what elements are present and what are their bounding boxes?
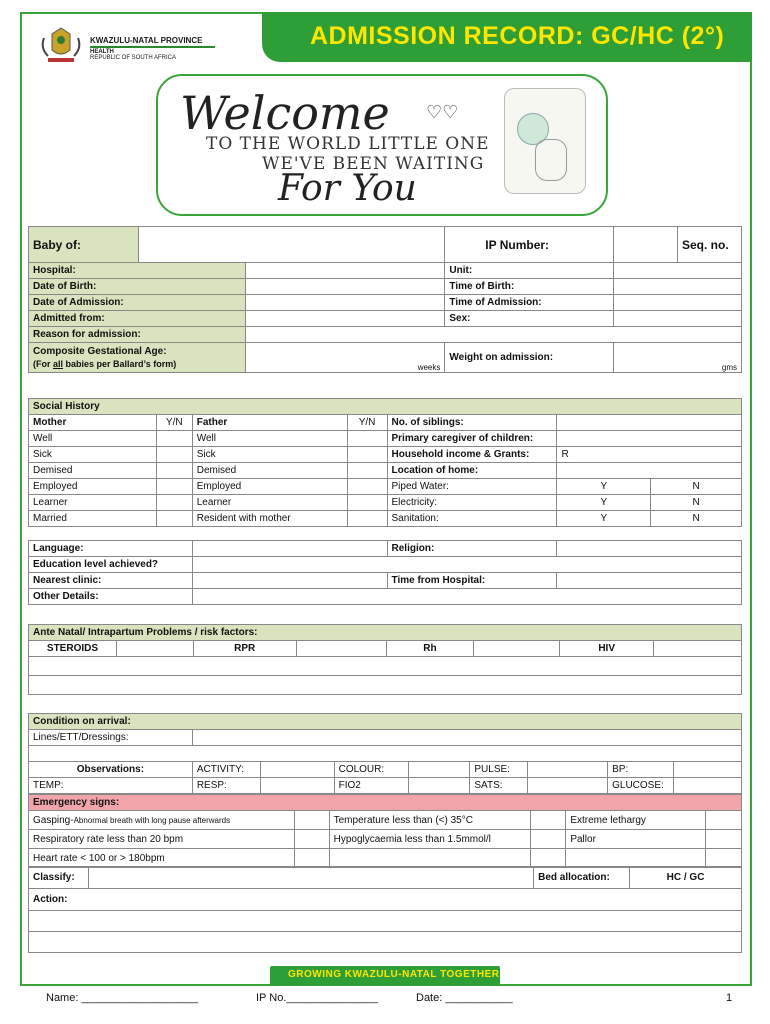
mother-well: Well (29, 431, 157, 447)
father-yn-header: Y/N (347, 415, 387, 431)
classify-label: Classify: (29, 867, 89, 889)
observations-label: Observations: (29, 762, 193, 778)
footer-name[interactable]: Name: ___________________ (46, 992, 198, 1004)
electricity-label: Electricity: (387, 495, 557, 511)
rpr-label: RPR (193, 641, 296, 657)
country-name: REPUBLIC OF SOUTH AFRICA (90, 55, 177, 61)
hospital-label: Hospital: (29, 263, 246, 279)
page-number: 1 (726, 992, 733, 1004)
department-name: HEALTH (90, 49, 114, 55)
language-label: Language: (29, 541, 193, 557)
steroids-label: STEROIDS (29, 641, 117, 657)
father-well: Well (192, 431, 347, 447)
admission-details-table (28, 262, 742, 373)
ip-number-label: IP Number: (445, 227, 614, 263)
hc-gc-option[interactable]: HC / GC (630, 867, 742, 889)
welcome-line-4: For You (278, 168, 417, 209)
footer-date[interactable]: Date: ___________ (416, 992, 513, 1004)
father-header: Father (192, 415, 347, 431)
bp-label: BP: (608, 762, 674, 778)
hearts-icon: ♡♡ (426, 102, 459, 122)
cga-field[interactable] (245, 343, 445, 373)
mother-demised: Demised (29, 463, 157, 479)
sex-field[interactable] (614, 311, 742, 327)
location-label: Location of home: (387, 463, 557, 479)
electricity-no[interactable]: N (651, 495, 742, 511)
dob-label: Date of Birth: (29, 279, 246, 295)
mother-married: Married (29, 511, 157, 527)
piped-yes[interactable]: Y (557, 479, 651, 495)
colour-label: COLOUR: (334, 762, 408, 778)
seq-no-label: Seq. no. (678, 227, 742, 263)
piped-no[interactable]: N (651, 479, 742, 495)
sanitation-yes[interactable]: Y (557, 511, 651, 527)
temperature-label: Temperature less than (<) 35°C (329, 811, 531, 830)
emergency-signs-table (28, 794, 742, 868)
province-name: KWAZULU-NATAL PROVINCE (90, 36, 203, 45)
income-label: Household income & Grants: (387, 447, 557, 463)
toa-label: Time of Admission: (445, 295, 614, 311)
pulse-label: PULSE: (470, 762, 528, 778)
dob-field[interactable] (245, 279, 445, 295)
doa-field[interactable] (245, 295, 445, 311)
piped-water-label: Piped Water: (387, 479, 557, 495)
activity-label: ACTIVITY: (192, 762, 260, 778)
condition-table (28, 713, 742, 794)
province-block (90, 36, 215, 61)
slogan-text: GROWING KWAZULU-NATAL TOGETHER (288, 969, 500, 980)
resp-label: RESP: (192, 778, 260, 794)
social-history-table (28, 398, 742, 527)
mother-employed: Employed (29, 479, 157, 495)
caregiver-label: Primary caregiver of children: (387, 431, 557, 447)
slogan-banner (270, 966, 500, 986)
condition-title: Condition on arrival: (29, 714, 742, 730)
electricity-yes[interactable]: Y (557, 495, 651, 511)
lethargy-label: Extreme lethargy (566, 811, 706, 830)
resp-rate-label: Respiratory rate less than 20 bpm (29, 830, 295, 849)
sanitation-no[interactable]: N (651, 511, 742, 527)
hospital-field[interactable] (245, 263, 445, 279)
baby-of-label: Baby of: (29, 227, 139, 263)
doa-label: Date of Admission: (29, 295, 246, 311)
mother-learner: Learner (29, 495, 157, 511)
hiv-label: HIV (560, 641, 654, 657)
other-details-label: Other Details: (29, 589, 193, 605)
gasping-label: Gasping-Abnormal breath with long pause afterwards (29, 811, 295, 830)
unit-label: Unit: (445, 263, 614, 279)
action-label: Action: (29, 889, 742, 911)
cga-label: Composite Gestational Age: (For all babies per Ballard’s form) (29, 343, 246, 373)
emergency-signs-title: Emergency signs: (29, 795, 742, 811)
ip-number-field[interactable] (614, 227, 678, 263)
pallor-label: Pallor (566, 830, 706, 849)
glucose-label: GLUCOSE: (608, 778, 674, 794)
coat-of-arms-logo (36, 24, 86, 64)
baby-of-field[interactable] (138, 227, 444, 263)
mother-sick: Sick (29, 447, 157, 463)
welcome-line-3: WE'VE BEEN WAITING (262, 154, 485, 174)
weight-label: Weight on admission: (445, 343, 614, 373)
welcome-line-2: TO THE WORLD LITTLE ONE (206, 134, 490, 154)
clinic-label: Nearest clinic: (29, 573, 193, 589)
sats-label: SATS: (470, 778, 528, 794)
temp-label: TEMP: (29, 778, 193, 794)
father-employed: Employed (192, 479, 347, 495)
siblings-label: No. of siblings: (387, 415, 557, 431)
unit-field[interactable] (614, 263, 742, 279)
education-label: Education level achieved? (29, 557, 193, 573)
reason-field[interactable] (245, 327, 741, 343)
religion-label: Religion: (387, 541, 557, 557)
father-demised: Demised (192, 463, 347, 479)
tob-field[interactable] (614, 279, 742, 295)
baby-photo (504, 88, 586, 194)
father-sick: Sick (192, 447, 347, 463)
sex-label: Sex: (445, 311, 614, 327)
tob-label: Time of Birth: (445, 279, 614, 295)
toa-field[interactable] (614, 295, 742, 311)
social-extra-table (28, 540, 742, 605)
mother-yn-header: Y/N (156, 415, 192, 431)
gms-unit: gms (721, 363, 737, 372)
hypoglycaemia-label: Hypoglycaemia less than 1.5mmol/l (329, 830, 531, 849)
social-history-title: Social History (29, 399, 742, 415)
footer-ip-number[interactable]: IP No._______________ (256, 992, 379, 1004)
divider (90, 46, 215, 48)
heart-rate-label: Heart rate < 100 or > 180bpm (29, 849, 295, 868)
sanitation-label: Sanitation: (387, 511, 557, 527)
lines-label: Lines/ETT/Dressings: (29, 730, 193, 746)
income-field[interactable]: R (557, 447, 742, 463)
reason-label: Reason for admission: (29, 327, 246, 343)
page-title: ADMISSION RECORD: GC/HC (2°) (310, 22, 725, 50)
admitted-from-label: Admitted from: (29, 311, 246, 327)
welcome-image (156, 74, 608, 216)
identification-table (28, 226, 742, 263)
title-banner (262, 12, 752, 62)
father-learner: Learner (192, 495, 347, 511)
bed-allocation-label: Bed allocation: (534, 867, 630, 889)
fio2-label: FIO2 (334, 778, 408, 794)
weight-field[interactable] (614, 343, 742, 373)
antenatal-title: Ante Natal/ Intrapartum Problems / risk factors: (29, 625, 742, 641)
weeks-unit: weeks (417, 363, 441, 372)
classify-table (28, 866, 742, 953)
father-resident: Resident with mother (192, 511, 347, 527)
admitted-from-field[interactable] (245, 311, 445, 327)
mother-header: Mother (29, 415, 157, 431)
time-hospital-label: Time from Hospital: (387, 573, 557, 589)
rh-label: Rh (386, 641, 474, 657)
siblings-field[interactable] (557, 415, 742, 431)
antenatal-table (28, 624, 742, 695)
welcome-script: Welcome (180, 86, 390, 140)
